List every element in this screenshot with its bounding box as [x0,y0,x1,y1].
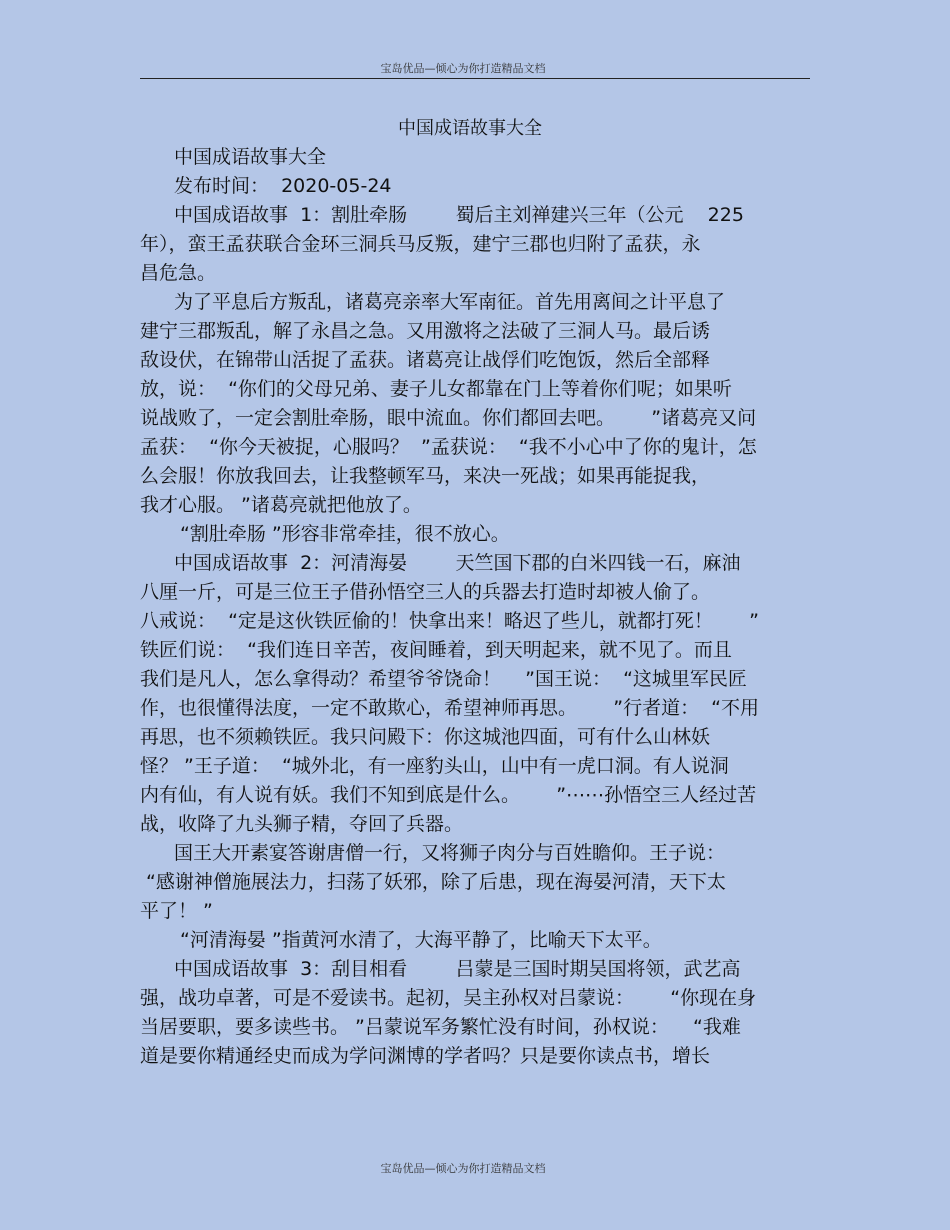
text-line: 道是要你精通经史而成为学问渊博的学者吗？只是要你读点书，增长 [140,1045,711,1067]
text-line: 战，收降了九头狮子精，夺回了兵器。 [140,813,464,835]
text-line: 中国成语故事 2：河清海晏 天竺国下郡的白米四钱一石，麻油 [174,552,741,574]
text-line: 平了！ ” [140,900,213,922]
text-line: 放，说： “你们的父母兄弟、妻子儿女都靠在门上等着你们呢；如果听 [140,378,732,400]
text-line: 孟获： “你今天被捉，心服吗？ ”孟获说： “我不小心中了你的鬼计，怎 [140,436,757,458]
text-line: 作，也很懂得法度，一定不敢欺心，希望神师再思。 ”行者道： “不用 [140,697,760,719]
text-line: “河清海晏 ”指黄河水清了，大海平静了，比喻天下太平。 [174,929,662,951]
text-line: 强，战功卓著，可是不爱读书。起初，吴主孙权对吕蒙说： “你现在身 [140,987,757,1009]
text-line: 国王大开素宴答谢唐僧一行，又将狮子肉分与百姓瞻仰。王子说： [174,842,726,864]
text-line: 昌危急。 [140,262,217,284]
text-line: “割肚牵肠 ”形容非常牵挂，很不放心。 [174,523,510,545]
text-line: 铁匠们说： “我们连日辛苦，夜间睡着，到天明起来，就不见了。而且 [140,639,732,661]
document-body [140,114,800,1071]
header-divider [140,78,810,79]
text-line: 八厘一斤，可是三位王子借孙悟空三人的兵器去打造时却被人偷了。 [140,581,711,603]
text-line: 么会服！你放我回去，让我整顿军马，来决一死战；如果再能捉我， [140,465,711,487]
text-line: 当居要职，要多读些书。 ”吕蒙说军务繁忙没有时间，孙权说： “我难 [140,1016,741,1038]
document-title: 中国成语故事大全 [398,118,542,139]
text-line: 中国成语故事大全 [174,146,327,168]
text-line: “感谢神僧施展法力，扫荡了妖邪，除了后患，现在海晏河清，天下太 [140,871,726,893]
text-line: 我们是凡人，怎么拿得动？希望爷爷饶命！ ”国王说： “这城里军民匠 [140,668,747,690]
text-line: 敌设伏，在锦带山活捉了孟获。诸葛亮让战俘们吃饱饭，然后全部释 [140,349,711,371]
paragraph-lines [140,143,800,1071]
text-line: 说战败了，一定会割肚牵肠，眼中流血。你们都回去吧。 ”诸葛亮又问 [140,407,757,429]
text-line: 内有仙，有人说有妖。我们不知到底是什么。 ”⋯⋯孙悟空三人经过苦 [140,784,757,806]
text-line: 八戒说： “定是这伙铁匠偷的！快拿出来！略迟了些儿，就都打死！ ” [140,610,760,632]
text-line: 我才心服。 ”诸葛亮就把他放了。 [140,494,422,516]
page-header: 宝岛优品—倾心为你打造精品文档 [380,62,546,75]
text-line: 中国成语故事 1：割肚牵肠 蜀后主刘禅建兴三年（公元 225 [174,204,744,226]
text-line: 建宁三郡叛乱，解了永昌之急。又用激将之法破了三洞人马。最后诱 [140,320,711,342]
text-line: 为了平息后方叛乱，诸葛亮亲率大军南征。首先用离间之计平息了 [174,291,726,313]
text-line: 年），蛮王孟获联合金环三洞兵马反叛，建宁三郡也归附了孟获，永 [140,233,701,255]
text-line: 再思，也不须赖铁匠。我只问殿下：你这城池四面，可有什么山林妖 [140,726,711,748]
page-footer: 宝岛优品—倾心为你打造精品文档 [380,1162,546,1175]
text-line: 怪？ ”王子道： “城外北，有一座豹头山，山中有一虎口洞。有人说洞 [140,755,729,777]
text-line: 中国成语故事 3：刮目相看 吕蒙是三国时期吴国将领，武艺高 [174,958,741,980]
text-line: 发布时间： 2020-05-24 [174,175,392,197]
